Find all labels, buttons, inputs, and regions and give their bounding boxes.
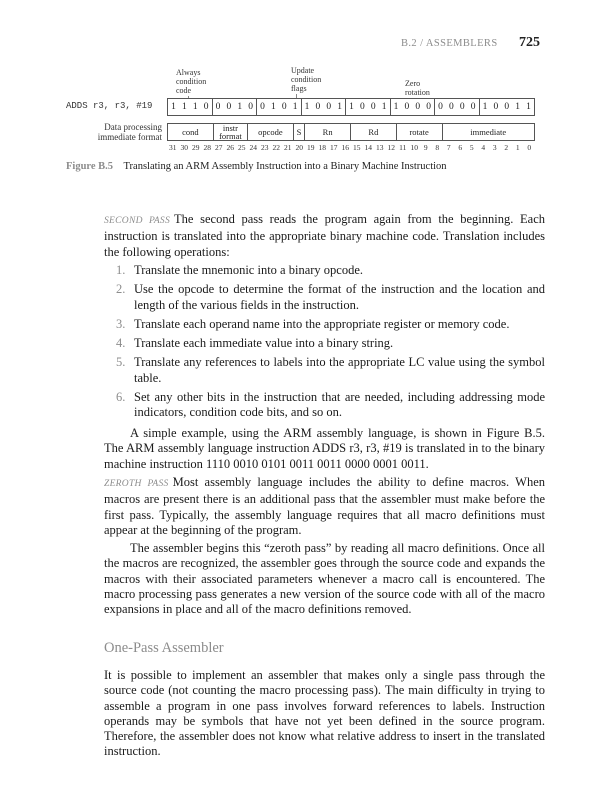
bit-index: 12 <box>387 143 395 152</box>
running-header-section: B.2 / ASSEMBLERS <box>401 38 498 49</box>
field-cell: instr format <box>214 124 248 140</box>
annotation-line: Zero <box>405 79 421 88</box>
bit-index: 1 <box>515 143 520 152</box>
bit-cell: 0 <box>438 102 443 112</box>
bit-index: 10 <box>410 143 418 152</box>
bit-cell: 1 <box>482 102 488 112</box>
list-item <box>104 336 545 351</box>
bit-index: 21 <box>284 143 292 152</box>
instruction-field-row <box>167 123 535 141</box>
bit-cell: 0 <box>359 102 365 112</box>
list-text: Translate the mnemonic into a binary opcode. <box>134 263 363 277</box>
bit-index: 28 <box>203 143 211 152</box>
bit-index: 0 <box>527 143 532 152</box>
bit-cell: 1 <box>192 102 198 112</box>
bit-cell: 0 <box>245 99 257 115</box>
bit-index: 11 <box>399 143 407 152</box>
bit-cell: 0 <box>504 102 510 112</box>
bit-index: 16 <box>341 143 349 152</box>
bit-index: 30 <box>180 143 188 152</box>
bit-index: 19 <box>307 143 315 152</box>
list-text: Set any other bits in the instruction that are needed, including addressing mode indicators, condition code bits, and so on. <box>134 390 545 420</box>
bit-index: 9 <box>423 143 428 152</box>
list-number: 5. <box>116 355 126 370</box>
bit-index: 22 <box>272 143 280 152</box>
field-cell: opcode <box>248 124 294 140</box>
figure-caption <box>66 161 447 172</box>
list-text: Use the opcode to determine the format of the instruction and the location and length of the various fields in the instruction. <box>134 282 545 312</box>
bit-index: 27 <box>215 143 223 152</box>
zeroth-pass-paragraph <box>104 475 545 538</box>
bit-index: 2 <box>504 143 509 152</box>
bit-cell: 0 <box>201 99 213 115</box>
bit-cell: 0 <box>448 102 454 112</box>
bit-cell: 0 <box>370 102 376 112</box>
bit-cell: 0 <box>459 102 465 112</box>
list-item <box>104 355 545 386</box>
field-cell: immediate <box>470 127 507 137</box>
list-text: Translate any references to labels into the appropriate LC value using the symbol table. <box>134 355 545 385</box>
list-number: 4. <box>116 336 126 351</box>
bit-cell: 1 <box>171 102 176 112</box>
field-cell: cond <box>168 124 214 140</box>
binary-bit-row <box>167 98 535 116</box>
bit-cell: 0 <box>423 99 435 115</box>
bit-cell: 0 <box>281 102 287 112</box>
figure-caption-text: Translating an ARM Assembly Instruction into a Binary Machine Instruction <box>123 161 447 172</box>
bit-index: 29 <box>192 143 200 152</box>
list-text: Translate each operand name into the appropriate register or memory code. <box>134 316 510 331</box>
zero-rotation-annotation <box>405 79 430 97</box>
second-pass-paragraph <box>104 212 545 260</box>
second-pass-runin: SECOND PASS <box>104 216 171 226</box>
bit-index: 26 <box>226 143 234 152</box>
bit-cell: 0 <box>326 102 332 112</box>
field-cell: Rn <box>305 124 351 140</box>
bit-index: 17 <box>330 143 338 152</box>
bit-index: 6 <box>458 143 463 152</box>
bit-cell: 1 <box>393 102 399 112</box>
always-condition-annotation <box>176 68 206 95</box>
format-label-line: immediate format <box>97 132 162 142</box>
bit-cell: 1 <box>379 99 391 115</box>
bit-cell: 0 <box>415 102 421 112</box>
list-number: 6. <box>116 390 126 405</box>
bit-index: 20 <box>295 143 303 152</box>
zeroth-pass-runin: ZEROTH PASS <box>104 479 169 489</box>
list-item <box>104 390 545 421</box>
one-pass-paragraph: It is possible to implement an assembler that makes only a single pass through the source code (not counting the macro processing pass). The main difficulty in trying to assemble a program in one pass involves forward references to labels. Instruction operands may be symbols that have not yet been defined in the source program. Therefore, the assembler does not know what relative address to insert in the translated instruction. <box>104 668 545 759</box>
bit-cell: 0 <box>468 99 480 115</box>
bit-index: 31 <box>169 143 177 152</box>
bit-cell: 0 <box>315 102 321 112</box>
list-number: 3. <box>116 316 126 331</box>
section-heading: One-Pass Assembler <box>104 640 224 656</box>
bit-cell: 1 <box>349 102 354 112</box>
annotation-line: condition <box>176 77 207 86</box>
bit-cell: 0 <box>260 102 265 112</box>
field-cell: S <box>294 124 305 140</box>
bit-cell: 1 <box>515 102 520 112</box>
page-number: 725 <box>519 35 540 50</box>
bit-index: 3 <box>492 143 497 152</box>
bit-index: 4 <box>481 143 486 152</box>
bit-cell: 1 <box>181 102 187 112</box>
annotation-line: condition <box>291 75 322 84</box>
update-flags-annotation <box>291 66 321 93</box>
bit-cell: 1 <box>526 102 531 112</box>
zeroth-pass-paragraph-2: The assembler begins this “zeroth pass” by reading all macro definitions. Once all the macros are recognized, the assembler goes through the source code and expands the macros with their associated parameters whenever a macro call is encountered. The macro processing pass generates a new version of the source code with all of the macro expansions in place and all of the macro definitions removed. <box>104 541 545 617</box>
annotation-line: flags <box>291 84 307 93</box>
assembly-instruction: ADDS r3, r3, #19 <box>66 101 153 111</box>
bit-cell: 1 <box>304 102 310 112</box>
bit-cell: 1 <box>270 102 276 112</box>
annotation-line: rotation <box>405 88 430 97</box>
zeroth-pass-text: Most assembly language includes the ability to define macros. When macros are present there is an additional pass that the assembler must make before the first pass. Typically, the assembly language requires that all macro definitions must appear at the beginning of the program. <box>104 475 545 537</box>
bit-cell: 1 <box>237 102 243 112</box>
bit-index: 8 <box>435 143 440 152</box>
bit-index: 23 <box>261 143 269 152</box>
format-label-line: Data processing <box>104 122 162 132</box>
field-cell: Rd <box>351 124 397 140</box>
annotation-line: Update <box>291 66 315 75</box>
list-text: Translate each immediate value into a binary string. <box>134 336 394 351</box>
figure-caption-label: Figure B.5 <box>66 161 114 172</box>
bit-cell: 0 <box>493 102 499 112</box>
list-number: 1. <box>116 263 126 277</box>
bit-index: 13 <box>376 143 384 152</box>
bit-cell: 0 <box>404 102 410 112</box>
list-item <box>104 317 545 332</box>
example-paragraph: A simple example, using the ARM assembly language, is shown in Figure B.5. The ARM assembly language instruction ADDS r3, r3, #19 is translated in to the binary machine instruction 1110 0010 0101 0011 0011 0000 0001 0011. <box>104 426 545 471</box>
operations-list <box>104 263 545 425</box>
annotation-line: code <box>176 86 192 95</box>
bit-index: 24 <box>249 143 257 152</box>
bit-cell: 1 <box>290 99 302 115</box>
annotation-line: Always <box>176 68 201 77</box>
format-label <box>80 122 162 142</box>
list-item <box>104 263 545 278</box>
bit-index: 5 <box>469 143 474 152</box>
bit-index: 14 <box>364 143 372 152</box>
bit-index: 7 <box>446 143 451 152</box>
bit-cell: 0 <box>215 102 221 112</box>
bit-index: 25 <box>238 143 246 152</box>
bit-cell: 1 <box>334 99 346 115</box>
list-item <box>104 282 545 313</box>
list-number: 2. <box>116 282 126 297</box>
field-cell: rotate <box>397 124 443 140</box>
bit-index-row <box>167 143 535 152</box>
second-pass-text: The second pass reads the program again from the beginning. Each instruction is translated into the appropriate binary machine code. Translation includes the following operations: <box>104 212 545 259</box>
bit-cell: 0 <box>226 102 232 112</box>
bit-index: 15 <box>353 143 361 152</box>
bit-index: 18 <box>318 143 326 152</box>
